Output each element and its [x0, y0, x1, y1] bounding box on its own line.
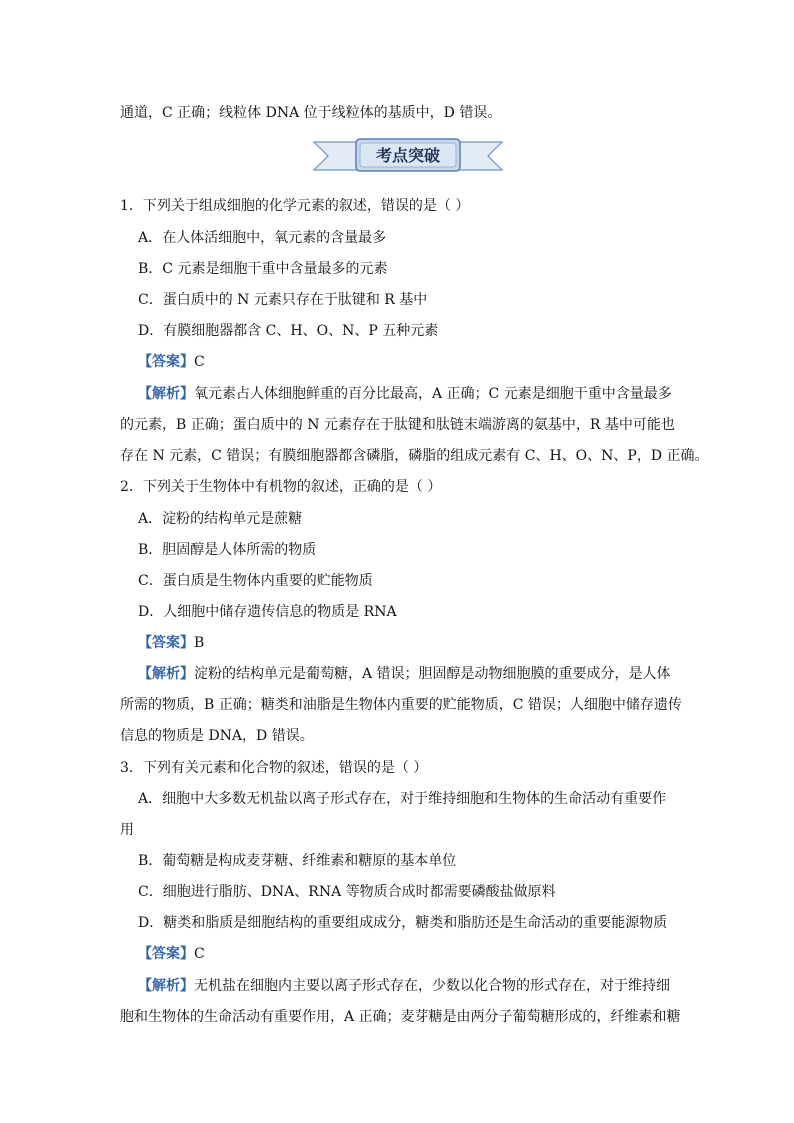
q1-analysis-line-2: 的元素，B 正确；蛋白质中的 N 元素存在于肽键和肽链末端游离的氨基中，R 基中可能也 [120, 417, 675, 433]
q2-answer [138, 633, 204, 653]
answer-value: C [194, 354, 205, 370]
q1-option-b: B．C 元素是细胞干重中含量最多的元素 [138, 261, 388, 277]
q3-stem: 3．下列有关元素和化合物的叙述，错误的是（ ） [120, 760, 428, 776]
q2-stem: 2．下列关于生物体中有机物的叙述，正确的是（ ） [120, 479, 442, 495]
q3-analysis-line-1 [138, 976, 670, 996]
answer-tag: 【答案】 [138, 946, 194, 962]
analysis-text: 无机盐在细胞内主要以离子形式存在，少数以化合物的形式存在，对于维持细 [194, 978, 670, 994]
q1-answer [138, 352, 205, 372]
q1-stem: 1．下列关于组成细胞的化学元素的叙述，错误的是（ ） [120, 198, 470, 214]
q3-analysis-line-2: 胞和生物体的生命活动有重要作用，A 正确；麦芽糖是由两分子葡萄糖形成的，纤维素和糖 [120, 1009, 681, 1025]
q2-analysis-line-3: 信息的物质是 DNA，D 错误。 [120, 728, 314, 744]
q1-analysis-line-3: 存在 N 元素，C 错误；有膜细胞器都含磷脂，磷脂的组成元素有 C、H、O、N、P，D 正确。 [120, 448, 709, 464]
q2-option-d: D．人细胞中储存遗传信息的物质是 RNA [138, 604, 397, 620]
answer-tag: 【答案】 [138, 354, 194, 370]
answer-value: C [194, 946, 205, 962]
q2-option-b: B．胆固醇是人体所需的物质 [138, 542, 317, 558]
q1-option-d: D．有膜细胞器都含 C、H、O、N、P 五种元素 [138, 323, 439, 339]
analysis-tag: 【解析】 [138, 978, 194, 994]
q2-option-c: C．蛋白质是生物体内重要的贮能物质 [138, 573, 373, 589]
q3-option-b: B．葡萄糖是构成麦芽糖、纤维素和糖原的基本单位 [138, 853, 457, 869]
q3-option-a-line-1: A．细胞中大多数无机盐以离子形式存在，对于维持细胞和生物体的生命活动有重要作 [138, 791, 667, 807]
banner-title: 考点突破 [375, 146, 441, 165]
q3-answer [138, 944, 205, 964]
q2-analysis-line-1 [138, 664, 671, 684]
answer-value: B [194, 635, 205, 651]
section-banner [310, 136, 506, 176]
analysis-text: 氧元素占人体细胞鲜重的百分比最高，A 正确；C 元素是细胞干重中含量最多 [194, 386, 672, 402]
analysis-text: 淀粉的结构单元是葡萄糖，A 错误；胆固醇是动物细胞膜的重要成分，是人体 [194, 666, 671, 682]
q1-option-a: A．在人体活细胞中，氧元素的含量最多 [138, 230, 387, 246]
q3-option-d: D．糖类和脂质是细胞结构的重要组成成分，糖类和脂肪还是生命活动的重要能源物质 [138, 915, 668, 931]
q3-option-c: C．细胞进行脂肪、DNA、RNA 等物质合成时都需要磷酸盐做原料 [138, 884, 556, 900]
answer-tag: 【答案】 [138, 635, 194, 651]
analysis-tag: 【解析】 [138, 386, 194, 402]
q2-analysis-line-2: 所需的物质，B 正确；糖类和油脂是生物体内重要的贮能物质，C 错误；人细胞中储存遗传 [120, 697, 682, 713]
q1-option-c: C．蛋白质中的 N 元素只存在于肽键和 R 基中 [138, 292, 428, 308]
q3-option-a-line-2: 用 [120, 822, 134, 838]
q1-analysis-line-1 [138, 384, 672, 404]
intro-line: 通道，C 正确；线粒体 DNA 位于线粒体的基质中，D 错误。 [120, 105, 502, 121]
banner-ribbon-icon [310, 136, 506, 176]
q2-option-a: A．淀粉的结构单元是蔗糖 [138, 511, 303, 527]
analysis-tag: 【解析】 [138, 666, 194, 682]
